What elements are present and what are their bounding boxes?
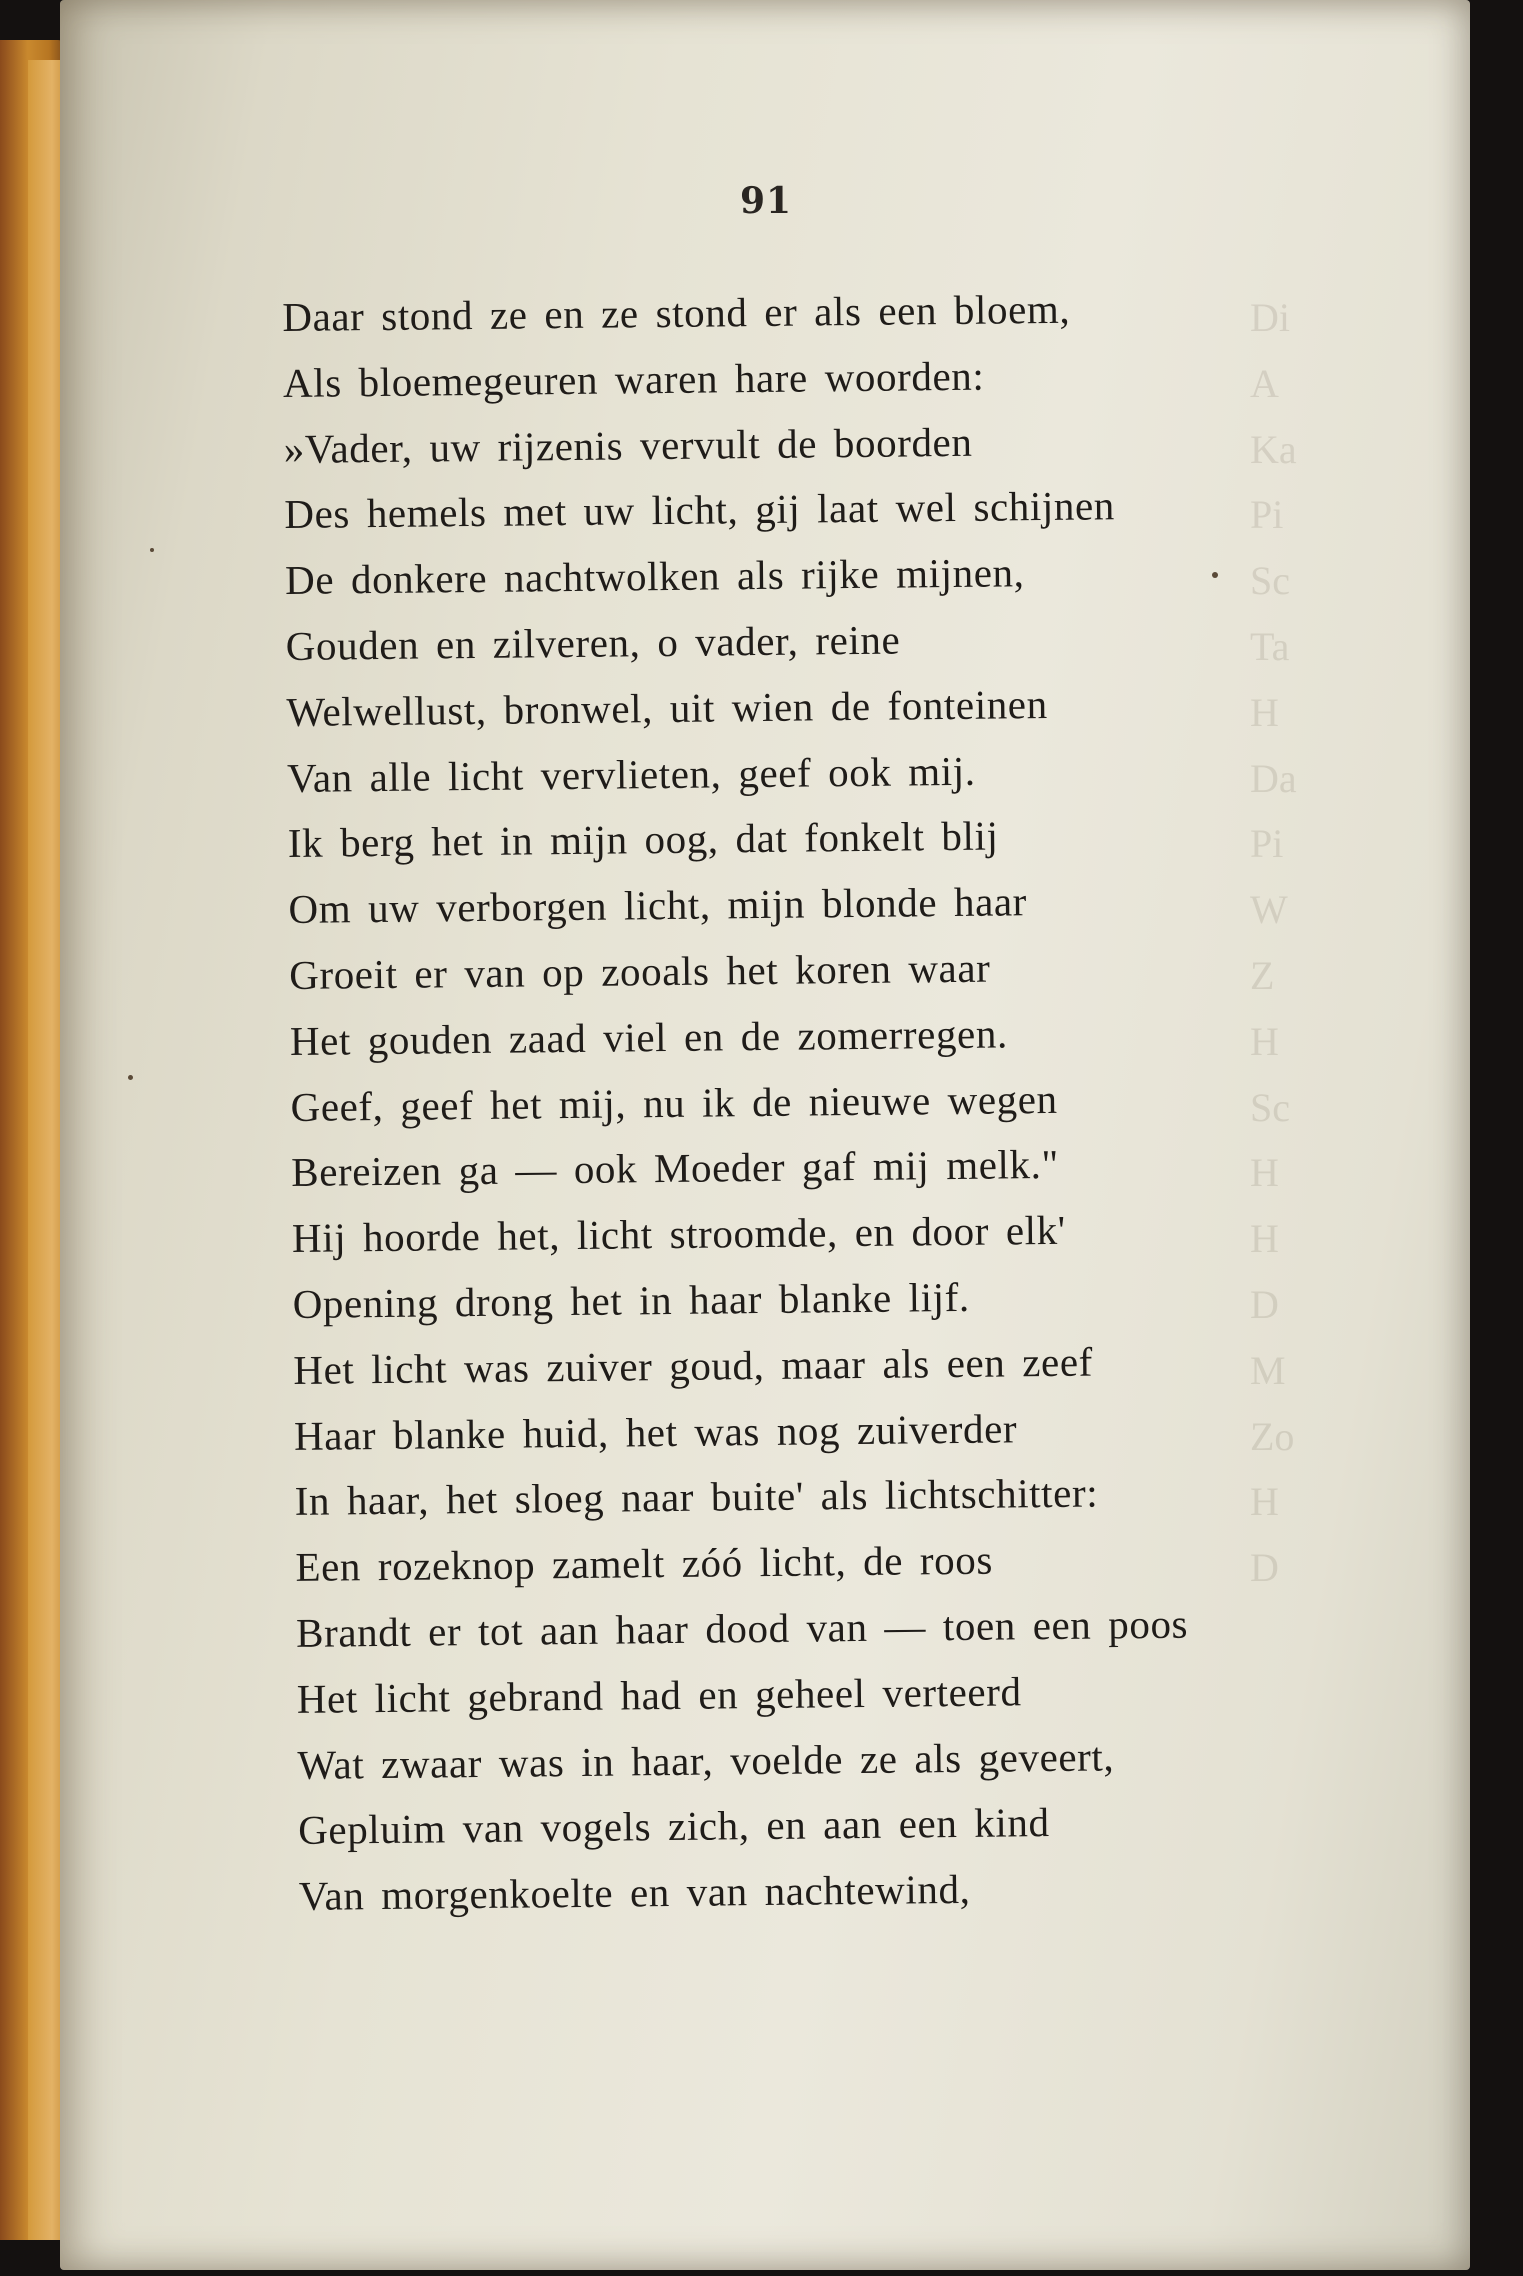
poem-line: Bereizen ga — ook Moeder gaf mij melk.": [291, 1141, 1060, 1196]
poem-line: Des hemels met uw licht, gij laat wel schijnen: [284, 482, 1116, 538]
poem-line: Opening drong het in haar blanke lijf.: [292, 1273, 970, 1327]
paper-speck: [128, 1075, 133, 1080]
page-number: 91: [740, 180, 793, 222]
poem-line: »Vader, uw rijzenis vervult de boorden: [283, 418, 973, 472]
poem-line: In haar, het sloeg naar buite' als lichtschitter:: [294, 1469, 1099, 1525]
poem-line: Gouden en zilveren, o vader, reine: [285, 616, 901, 669]
poem-line: Het licht was zuiver goud, maar als een zeef: [293, 1338, 1094, 1393]
show-through-text: Di A Ka Pi Sc Ta H Da Pi W Z H Sc H H D M Zo H D: [1250, 295, 1297, 1591]
poem-line: Het gouden zaad viel en de zomerregen.: [289, 1010, 1009, 1064]
poem-line: Haar blanke huid, het was nog zuiverder: [293, 1404, 1018, 1459]
poem-line: Het licht gebrand had en geheel verteerd: [296, 1668, 1022, 1722]
poem-line: De donkere nachtwolken als rijke mijnen,: [284, 549, 1025, 604]
poem-line: Om uw verborgen licht, mijn blonde haar: [288, 878, 1028, 933]
book-page: [60, 0, 1470, 2270]
paper-speck: [150, 548, 154, 552]
paper-speck: [1212, 572, 1218, 578]
poem-line: Gepluim van vogels zich, en aan een kind: [297, 1799, 1050, 1854]
poem-line: Van alle licht vervlieten, geef ook mij.: [286, 747, 976, 801]
poem-line: Geef, geef het mij, nu ik de nieuwe wegen: [290, 1075, 1058, 1130]
poem-line: Wat zwaar was in haar, voelde ze als geveert,: [297, 1732, 1115, 1788]
poem-line: Een rozeknop zamelt zóó licht, de roos: [295, 1536, 994, 1591]
poem-line: Van morgenkoelte en van nachtewind,: [298, 1866, 971, 1920]
poem-line: Daar stond ze en ze stond er als een bloem,: [282, 285, 1071, 340]
poem-line: Brandt er tot aan haar dood van — toen een poos: [295, 1600, 1189, 1656]
poem-line: Hij hoorde het, licht stroomde, en door elk': [291, 1207, 1066, 1262]
poem: [282, 273, 1399, 1929]
poem-line: Ik berg het in mijn oog, dat fonkelt blij: [287, 812, 999, 867]
poem-line: Als bloemegeuren waren hare woorden:: [282, 352, 985, 406]
poem-line: Groeit er van op zooals het koren waar: [288, 944, 991, 998]
poem-line: Welwellust, bronwel, uit wien de fonteinen: [286, 680, 1048, 735]
